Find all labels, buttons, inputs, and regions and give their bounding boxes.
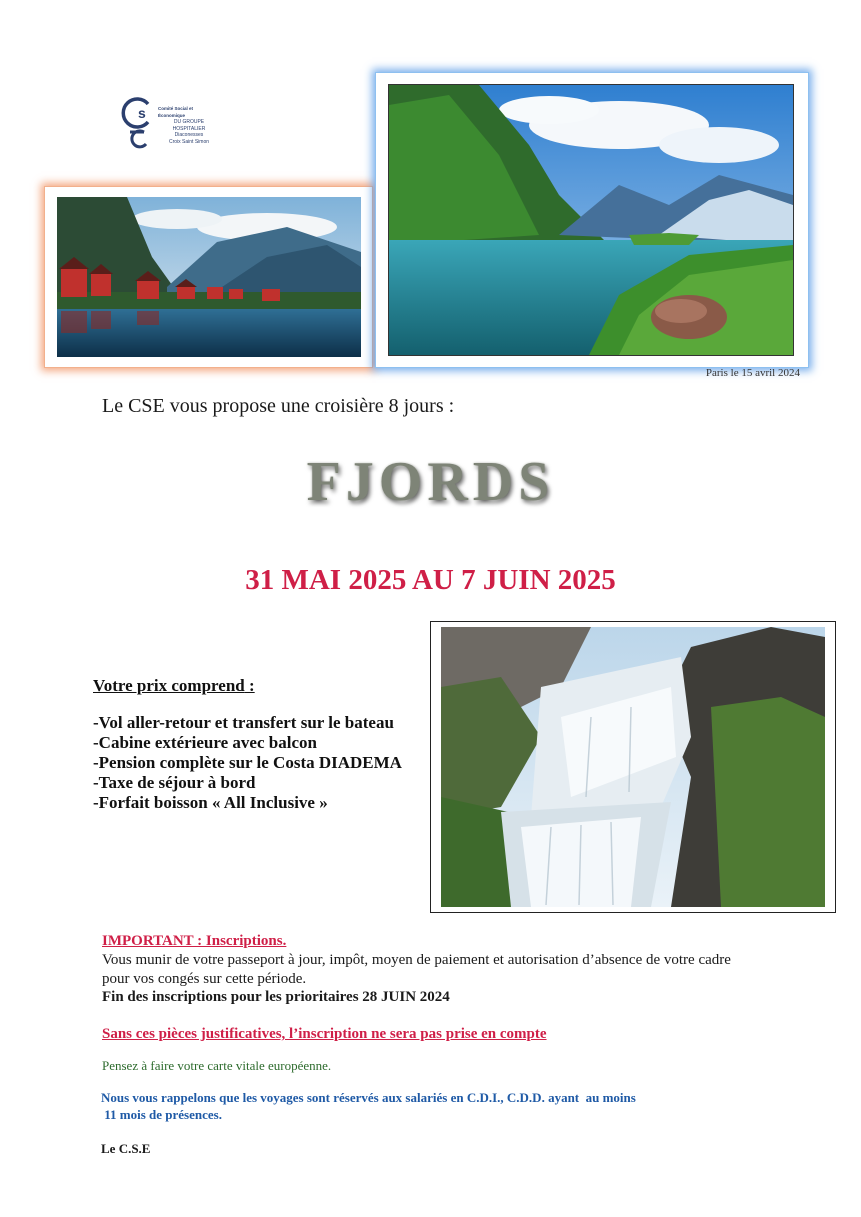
cse-logo-mark-icon bbox=[118, 92, 162, 154]
photo-fjord-village bbox=[44, 186, 373, 368]
intro-text: Le CSE vous propose une croisière 8 jours : bbox=[102, 395, 455, 417]
list-item: -Forfait boisson « All Inclusive » bbox=[93, 793, 328, 812]
fjord-lake-image bbox=[389, 85, 793, 355]
svg-text:s: s bbox=[138, 105, 146, 121]
registration-deadline: Fin des inscriptions pour les prioritaires 28 JUIN 2024 bbox=[102, 989, 450, 1005]
letter-date: Paris le 15 avril 2024 bbox=[705, 367, 800, 379]
list-item: -Vol aller-retour et transfert sur le bateau bbox=[93, 713, 394, 732]
logo-caption: Comité Social et Économique DU GROUPE HOSPITALIER Diaconesses Croix Saint Simon bbox=[158, 106, 209, 145]
waterfall-image bbox=[441, 627, 825, 907]
list-item: -Taxe de séjour à bord bbox=[93, 773, 256, 792]
warning-text: Sans ces pièces justificatives, l’inscription ne sera pas prise en compte bbox=[102, 1026, 547, 1042]
list-item: -Cabine extérieure avec balcon bbox=[93, 733, 317, 752]
cruise-dates: 31 MAI 2025 AU 7 JUIN 2025 bbox=[245, 564, 616, 596]
cse-logo bbox=[118, 92, 218, 154]
price-includes-heading: Votre prix comprend : bbox=[93, 676, 255, 695]
photo-fjord-lake bbox=[375, 72, 809, 368]
signature: Le C.S.E bbox=[101, 1141, 151, 1156]
eligibility-note: Nous vous rappelons que les voyages sont réservés aux salariés en C.D.I., C.D.D. ayant au moins 11 mois de présences. bbox=[101, 1090, 636, 1122]
page-title: FJORDS bbox=[306, 451, 555, 513]
important-body: Vous munir de votre passeport à jour, impôt, moyen de paiement et autorisation d’absence de votre cadre pour vos congés sur cette période. bbox=[102, 952, 731, 987]
photo-waterfall bbox=[430, 621, 836, 913]
health-card-reminder: Pensez à faire votre carte vitale européenne. bbox=[102, 1058, 332, 1073]
price-includes-list bbox=[93, 713, 402, 813]
village-landscape-image bbox=[57, 197, 361, 357]
important-heading: IMPORTANT : Inscriptions. bbox=[102, 933, 287, 949]
list-item: -Pension complète sur le Costa DIADEMA bbox=[93, 753, 402, 772]
